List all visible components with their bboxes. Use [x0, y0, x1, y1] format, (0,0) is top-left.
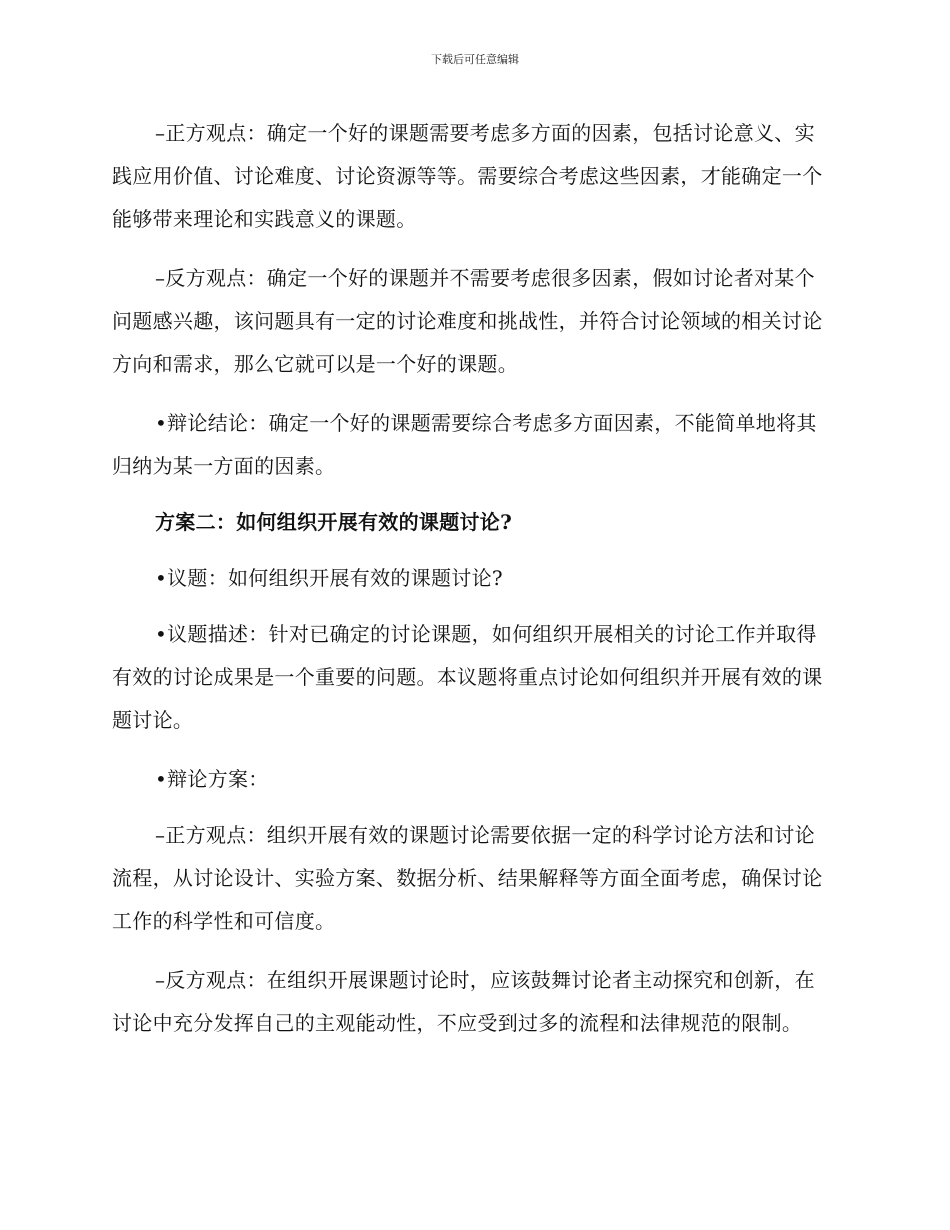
section-heading-plan-two: 方案二：如何组织开展有效的课题讨论?: [155, 510, 513, 534]
paragraph-topic: •议题：如何组织开展有效的课题讨论?: [155, 566, 503, 590]
document-body: [112, 112, 832, 1104]
paragraph-affirmative-view-1: –正方观点：确定一个好的课题需要考虑多方面的因素，包括讨论意义、实践应用价值、讨论难度、讨论资源等等。需要综合考虑这些因素，才能确定一个能够带来理论和实践意义的课题。: [112, 121, 823, 231]
paragraph-debate-plan: •辩论方案：: [155, 767, 269, 791]
page-header: 下载后可任意编辑: [431, 53, 519, 66]
paragraph-negative-view-2: –反方观点：在组织开展课题讨论时，应该鼓舞讨论者主动探究和创新，在讨论中充分发挥自己的主观能动性，不应受到过多的流程和法律规范的限制。: [112, 968, 815, 1035]
paragraph-topic-description: •议题描述：针对已确定的讨论课题，如何组织开展相关的讨论工作并取得有效的讨论成果是一个重要的问题。本议题将重点讨论如何组织并开展有效的课题讨论。: [112, 622, 823, 732]
paragraph-debate-conclusion: •辩论结论：确定一个好的课题需要综合考虑多方面因素，不能简单地将其归纳为某一方面的因素。: [112, 411, 817, 478]
paragraph-negative-view-1: –反方观点：确定一个好的课题并不需要考虑很多因素，假如讨论者对某个问题感兴趣，该问题具有一定的讨论难度和挑战性，并符合讨论领域的相关讨论方向和需求，那么它就可以是一个好的课题。: [112, 266, 823, 376]
paragraph-affirmative-view-2: –正方观点：组织开展有效的课题讨论需要依据一定的科学讨论方法和讨论流程，从讨论设计、实验方案、数据分析、结果解释等方面全面考虑，确保讨论工作的科学性和可信度。: [112, 823, 823, 933]
